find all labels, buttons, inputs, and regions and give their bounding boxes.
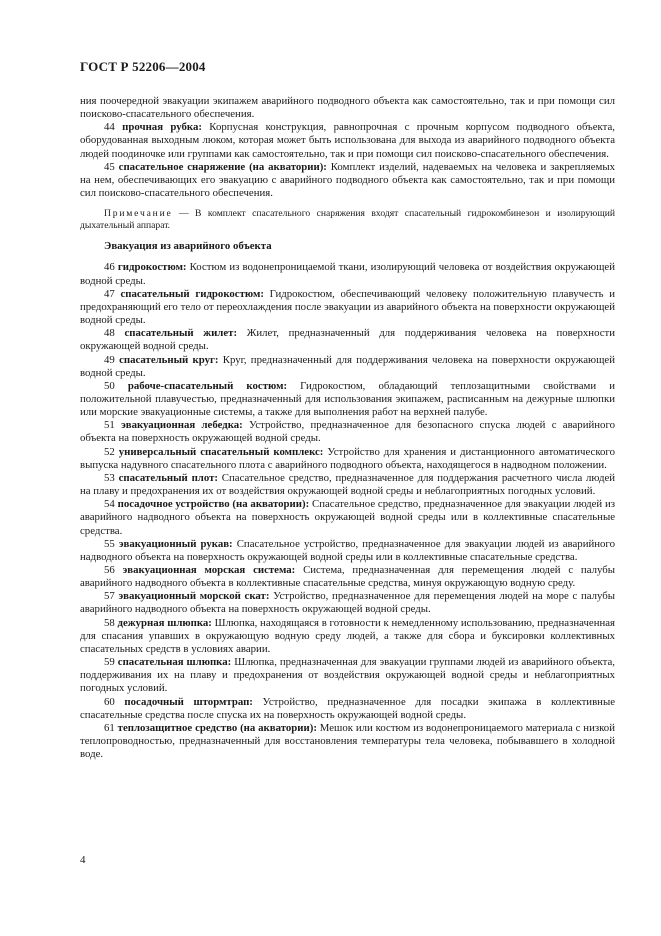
term-name: спасательный жилет:	[124, 327, 238, 340]
term-definition: Устройство, предназначенное для безопасного спуска людей с аварийного объекта на поверхность окружающей водной среды.	[80, 419, 616, 445]
term-name: спасательный круг:	[119, 353, 219, 366]
term-name: спасательный плот:	[118, 471, 218, 484]
term-definition: Мешок или костюм из водонепроницаемого материала с низкой теплопроводностью, предназначенный для восстановления температуры тела человека, побывавшего в холодной воде.	[80, 721, 615, 761]
term-entry	[80, 121, 615, 160]
term-number: 45	[104, 160, 115, 173]
term-name: гидрокостюм:	[117, 261, 187, 274]
term-name: эвакуационная лебедка:	[121, 419, 243, 432]
document-body	[80, 95, 615, 761]
term-entry	[80, 617, 615, 656]
term-entry	[80, 288, 615, 327]
note-paragraph	[80, 208, 615, 232]
term-entry	[80, 722, 615, 761]
term-number: 51	[104, 419, 115, 432]
term-entry	[80, 161, 615, 200]
note-text: — В комплект спасательного снаряжения входят спасательный гидрокомбинезон и изолирующий дыхательный аппарат.	[80, 208, 615, 232]
term-entry	[80, 327, 615, 353]
term-number: 57	[104, 590, 115, 603]
term-number: 61	[104, 721, 115, 734]
term-number: 54	[104, 498, 115, 511]
term-number: 60	[104, 695, 115, 708]
terms-list-a	[80, 121, 615, 200]
term-entry	[80, 419, 615, 445]
terms-list-b	[80, 261, 615, 761]
term-entry	[80, 696, 615, 722]
term-number: 47	[104, 287, 115, 300]
term-definition: Гидрокостюм, обеспечивающий человеку положительную плавучесть и предохраняющий его тело от переохлаждения после эвакуации из аварийного объекта на поверхности окружающей водной среды.	[80, 287, 615, 327]
term-entry	[80, 564, 615, 590]
term-definition: Комплект изделий, надеваемых на человека и закрепляемых на нем, обеспечивающих его эвакуацию с аварийного подводного объекта как самостоятельно, так и при помощи сил поисково-спасательного обеспечения.	[80, 160, 615, 200]
term-number: 58	[104, 616, 115, 629]
page-number: 4	[80, 854, 86, 866]
term-entry	[80, 472, 615, 498]
term-number: 52	[104, 445, 115, 458]
term-definition: Жилет, предназначенный для поддерживания человека на поверхности окружающей водной среды.	[80, 327, 616, 353]
term-definition: Устройство, предназначенное для посадки экипажа в коллективные спасательные средства после спуска их на поверхность окружающей водной среды.	[80, 695, 615, 721]
term-name: универсальный спасательный комплекс:	[118, 445, 324, 458]
term-name: спасательная шлюпка:	[117, 656, 232, 669]
term-name: эвакуационная морская система:	[122, 564, 296, 576]
term-definition: Шлюпка, находящаяся в готовности к немедленному использованию, предназначенная для спасания упавших в окружающую водную среду людей, а также для сбора и буксировки коллективных спасательных средств в условиях аварии.	[80, 616, 616, 655]
term-definition: Устройство, предназначенное для перемещения людей на море с палубы аварийного надводного объекта на поверхность окружающей водной среды.	[80, 590, 616, 616]
term-number: 46	[104, 261, 115, 274]
term-number: 53	[104, 471, 115, 484]
term-name: посадочное устройство (на акватории):	[117, 498, 310, 511]
term-entry	[80, 498, 615, 537]
term-number: 56	[104, 564, 115, 576]
term-definition: Спасательное средство, предназначенное для эвакуации людей из аварийного надводного объекта на поверхность окружающей водной среды или в коллективные спасательные средства.	[80, 498, 616, 537]
term-name: спасательный гидрокостюм:	[120, 287, 264, 300]
term-definition: Спасательное средство, предназначенное для поддержания расчетного числа людей на плаву и предохранения их от воздействия окружающей водной среды и неблагоприятных погодных условий.	[80, 471, 616, 498]
term-definition: Костюм из водонепроницаемой ткани, изолирующий человека от воздействия окружающей водной среды.	[80, 261, 615, 287]
term-entry	[80, 354, 615, 380]
document-header: ГОСТ Р 52206—2004	[80, 59, 206, 74]
section-title: Эвакуация из аварийного объекта	[104, 240, 272, 253]
term-name: эвакуационный морской скат:	[118, 590, 270, 603]
term-definition: Корпусная конструкция, равнопрочная с прочным корпусом подводного объекта, оборудованная выходным люком, которая может быть использована для выхода из аварийного подводного объекта людей поодиночке или группами как самостоятельно, так и при помощи сил поисково-спасательного обеспечения.	[80, 121, 615, 160]
term-number: 48	[104, 327, 115, 340]
term-definition: Устройство для хранения и дистанционного автоматического выпуска надувного спасательного плота с аварийного подводного объекта, находящегося в надводном положении.	[80, 445, 615, 471]
term-name: дежурная шлюпка:	[117, 616, 212, 629]
term-definition: Гидрокостюм, обладающий теплозащитными свойствами и положительной плавучестью, предназначенный для использования экипажем, расписанным на дежурные шлюпки или морские эвакуационные системы, а также для выполнения работ на верхней палубе.	[80, 379, 615, 419]
intro-paragraph: ния поочередной эвакуации экипажем аварийного подводного объекта как самостоятельно, так и при помощи сил поисково-спасательного обеспечения.	[80, 95, 615, 121]
term-number: 59	[104, 656, 115, 669]
term-entry	[80, 261, 615, 287]
term-name: посадочный штормтрап:	[124, 695, 253, 708]
term-entry	[80, 656, 615, 695]
term-definition: Спасательное устройство, предназначенное для эвакуации людей из аварийного надводного объекта на поверхность окружающей водной среды или в коллективные спасательные средства.	[80, 537, 615, 563]
term-number: 44	[104, 121, 115, 134]
term-entry	[80, 446, 615, 472]
term-entry	[80, 590, 615, 616]
term-name: эвакуационный рукав:	[118, 537, 233, 550]
term-definition: Шлюпка, предназначенная для эвакуации группами людей из аварийного объекта, поддерживания их на плаву и предохранения от воздействия окружающей водной среды и неблагоприятных погодных условий.	[80, 656, 615, 695]
term-definition: Круг, предназначенный для поддерживания человека на поверхности окружающей водной среды.	[80, 353, 616, 379]
term-name: рабоче-спасательный костюм:	[127, 379, 288, 392]
term-name: прочная рубка:	[122, 121, 202, 134]
term-name: спасательное снаряжение (на акватории):	[118, 160, 327, 173]
note-label: Примечание	[104, 208, 173, 220]
term-definition: Система, предназначенная для перемещения людей с палубы аварийного надводного объекта в коллективные спасательные средства, минуя окружающую водную среду.	[80, 564, 615, 590]
term-number: 55	[104, 537, 115, 550]
term-entry	[80, 380, 615, 419]
term-entry	[80, 538, 615, 564]
term-number: 50	[104, 379, 115, 392]
term-number: 49	[104, 353, 115, 366]
term-name: теплозащитное средство (на акватории):	[117, 721, 317, 734]
